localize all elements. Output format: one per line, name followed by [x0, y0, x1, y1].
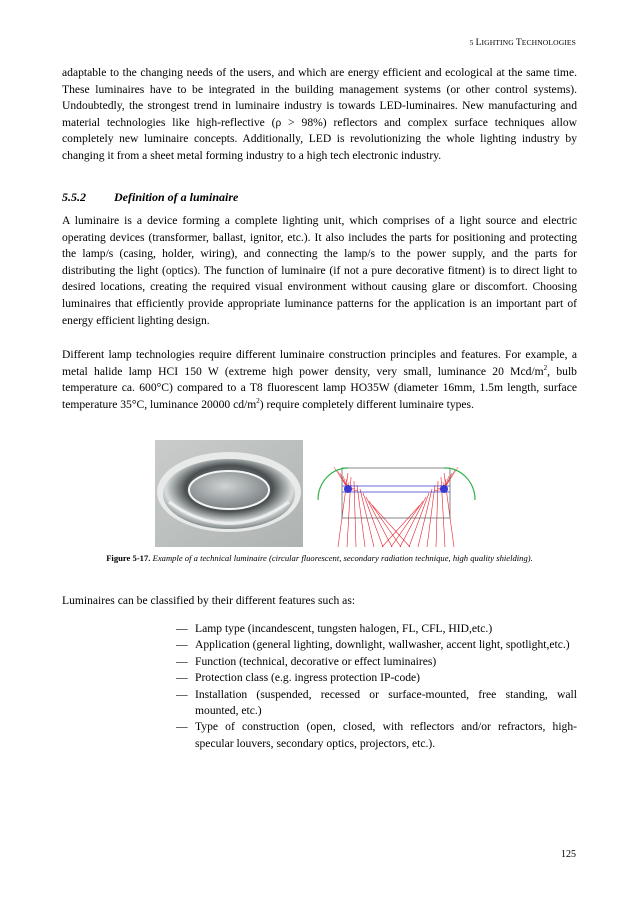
- list-item: [176, 654, 577, 670]
- list-item-text: Protection class (e.g. ingress protection IP-code): [195, 671, 421, 685]
- list-item: [176, 637, 577, 653]
- para3-part2: , bulb temperature ca. 600°C) compared to a T8 fluorescent lamp HO35W (diameter 16mm, 1.5m length, surface temperature 35°C, luminance 20000 cd/m: [62, 364, 577, 411]
- list-item: [176, 621, 577, 637]
- list-item: [176, 719, 577, 752]
- list-item-text: Function (technical, decorative or effect luminaires): [195, 654, 437, 668]
- para3-part3: ) require completely different luminaire types.: [259, 397, 474, 411]
- para3-sup2: 2: [256, 396, 260, 405]
- paragraph-lamp-technologies: [62, 347, 577, 413]
- page-number: 125: [561, 849, 576, 860]
- figure-caption: [62, 552, 577, 565]
- header-section-number: 5: [469, 38, 474, 47]
- list-dash: ―: [176, 720, 188, 734]
- header-cap-t: T: [515, 38, 522, 48]
- paragraph-definition: A luminaire is a device forming a complete lighting unit, which comprises of a light source and electric operating devices (transformer, ballast, ignitor, etc.). It also includes the parts for positioning and protecting the lamp/s (casing, holder, wiring), and connecting the lamp/s to the power supply, and the parts for distributing the light (optics). The function of luminaire (if not a pure decorative fitment) is to direct light to desired locations, creating the required visual environment without causing glare or discomfort. Choosing luminaires that efficiently provide appropriate luminance patterns for the application is an important part of energy efficient lighting design.: [62, 214, 577, 327]
- list-item-text: Application (general lighting, downlight, wallwasher, accent light, spotlight,etc.): [195, 638, 570, 652]
- figure-caption-text: Example of a technical luminaire (circular fluorescent, secondary radiation technique, high quality shielding).: [150, 553, 533, 563]
- right-reflector-curve: [444, 468, 475, 500]
- para3-sup1: 2: [543, 363, 548, 372]
- light-ray: [363, 493, 383, 547]
- list-item-text: Type of construction (open, closed, with reflectors and/or refractors, high-specular louvers, secondary optics, projectors, etc.).: [195, 720, 577, 750]
- left-reflector-rays: [334, 467, 410, 547]
- light-distribution-diagram: [308, 440, 485, 547]
- light-ray: [366, 497, 392, 547]
- running-header: [470, 38, 576, 48]
- para3-part1: Different lamp technologies require different luminaire construction principles and features. For example, a metal halide lamp HCI 150 W (extreme high power density, very small, luminance 20 Mcd/m: [62, 348, 577, 378]
- paragraph-classification: Luminaires can be classified by their different features such as:: [62, 594, 356, 607]
- paragraph-intro: adaptable to the changing needs of the users, and which are energy efficient and ecological at the same time. These luminaires have to be integrated in the building management systems (or other control systems). Undoubtedly, the strongest trend in luminaire industry is towards LED-luminaires. New manufacturing and material technologies like high-reflective (ρ > 98%) reflectors and complex surface techniques allow completely new luminaire concepts. Additionally, LED is revolutionizing the whole lighting industry by changing it from a sheet metal forming industry to a high tech electronic industry.: [62, 66, 577, 162]
- light-ray: [436, 481, 438, 547]
- right-reflector-rays: [382, 467, 458, 547]
- lamp-cross-section-right: [440, 485, 448, 493]
- luminaire-photo: [155, 440, 303, 547]
- list-dash: ―: [176, 671, 188, 685]
- light-ray: [409, 493, 429, 547]
- light-ray: [369, 501, 401, 547]
- header-small-echnologies: ECHNOLOGIES: [521, 38, 576, 47]
- light-ray: [338, 473, 348, 547]
- light-ray: [444, 473, 454, 547]
- list-dash: ―: [176, 638, 188, 652]
- list-item-text: Installation (suspended, recessed or surface-mounted, free standing, wall mounted, etc.): [195, 687, 577, 718]
- section-number: 5.5.2: [62, 190, 86, 204]
- light-ray: [354, 481, 356, 547]
- light-ray: [391, 501, 423, 547]
- left-reflector-curve: [318, 468, 348, 500]
- light-ray: [382, 505, 420, 547]
- list-dash: ―: [176, 654, 188, 668]
- header-cap-l: L: [475, 38, 482, 48]
- header-small-ighting: IGHTING: [481, 38, 516, 47]
- light-ray: [400, 497, 426, 547]
- list-item-text: Lamp type (incandescent, tungsten halogen, FL, CFL, HID,etc.): [195, 622, 493, 635]
- list-dash: ―: [176, 687, 188, 701]
- lamp-cross-section-left: [344, 485, 352, 493]
- section-title: Definition of a luminaire: [114, 190, 239, 204]
- light-ray: [372, 505, 410, 547]
- list-item: [176, 687, 577, 720]
- list-dash: ―: [176, 622, 188, 635]
- figure-label: Figure 5-17.: [106, 553, 151, 563]
- section-heading: [62, 190, 238, 205]
- feature-list: [176, 621, 577, 752]
- list-item: [176, 670, 577, 686]
- figure-5-17: [155, 440, 485, 547]
